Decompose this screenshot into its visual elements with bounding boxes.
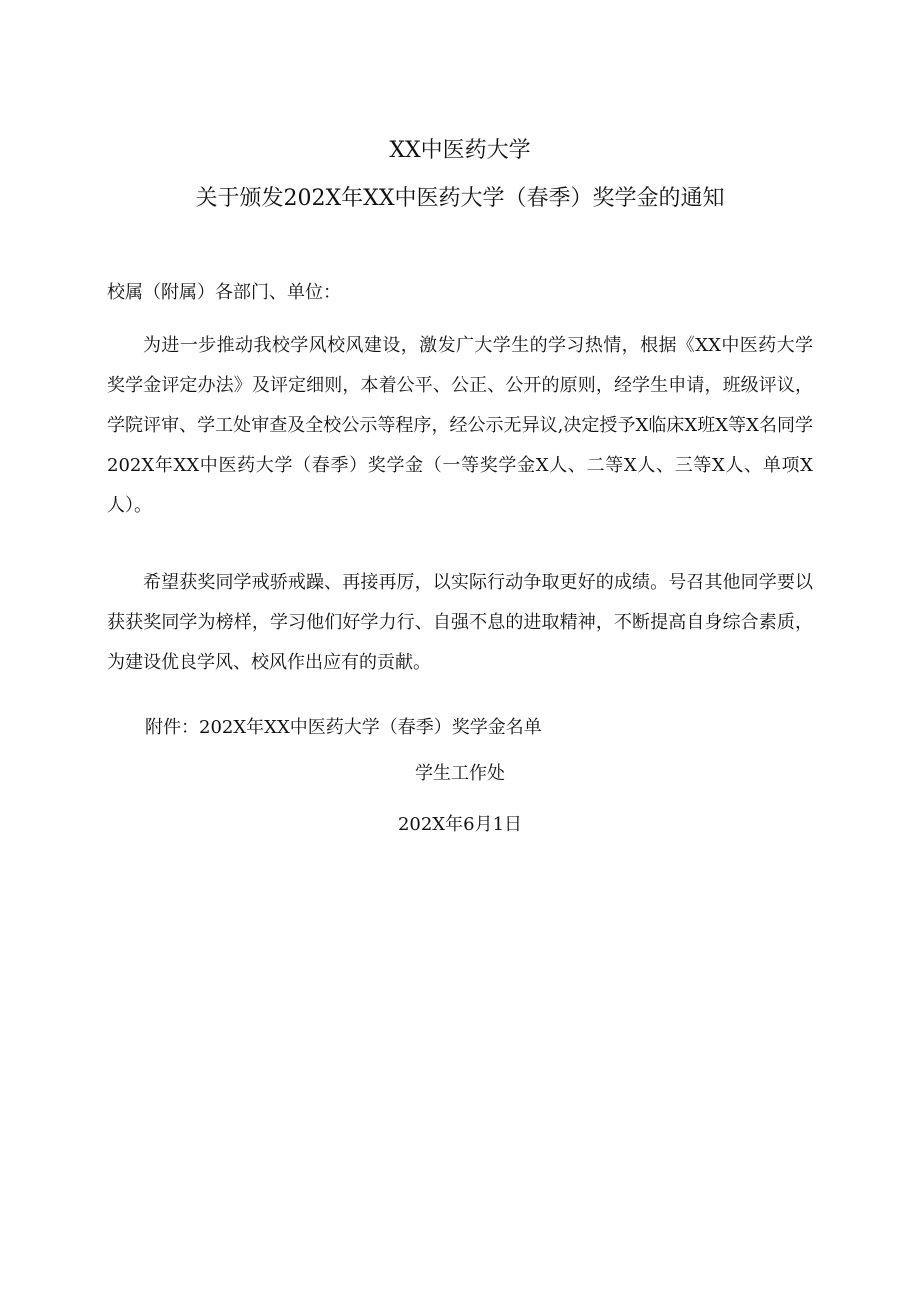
document-title-university: XX中医药大学	[389, 138, 531, 163]
body-paragraph-decision: 为进一步推动我校学风校风建设，激发广大学生的学习热情，根据《XX中医药大学奖学金评定办法》及评定细则，本着公平、公正、公开的原则，经学生申请，班级评议，学院评审、学工处审查及全校公示等程序，经公示无异议,决定授予X临床X班X等X名同学202X年XX中医药大学（春季）奖学金（一等奖学金X人、二等X人、三等X人、单项X人）。	[107, 335, 813, 516]
issuing-office: 学生工作处	[415, 763, 505, 784]
issue-date: 202X年6月1日	[397, 814, 523, 835]
document-title-notice: 关于颁发202X年XX中医药大学（春季）奖学金的通知	[195, 186, 725, 211]
body-paragraph-encouragement: 希望获奖同学戒骄戒躁、再接再厉，以实际行动争取更好的成绩。号召其他同学要以获获奖同学为榜样，学习他们好学力行、自强不息的进取精神，不断提高自身综合素质，为建设优良学风、校风作出应有的贡献。	[107, 572, 813, 673]
attachment-note: 附件：202X年XX中医药大学（春季）奖学金名单	[145, 717, 542, 738]
salutation: 校属（附属）各部门、单位：	[107, 282, 341, 303]
